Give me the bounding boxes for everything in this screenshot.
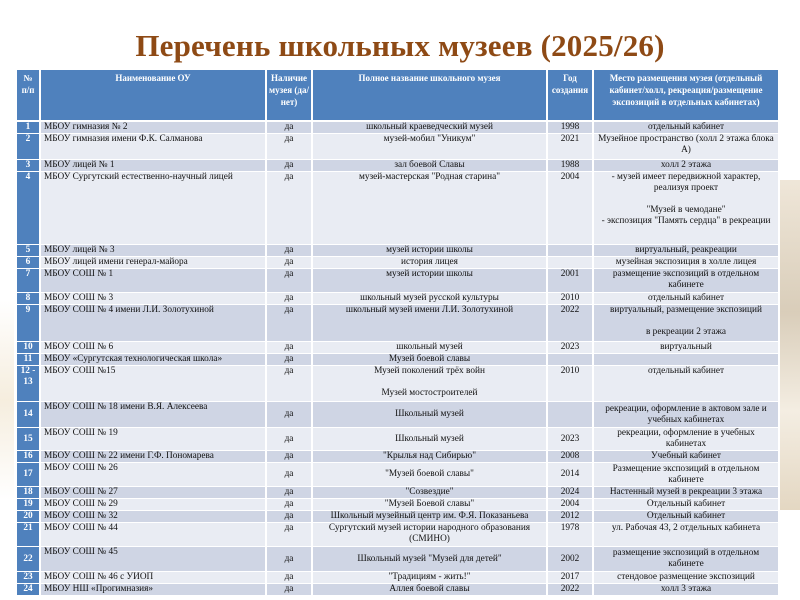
cell-school: МБОУ лицей имени генерал-майора — [41, 257, 267, 269]
cell-school: МБОУ лицей № 3 — [41, 245, 267, 257]
cell-has-museum: да — [267, 547, 313, 572]
table-row — [17, 342, 780, 354]
column-header-has-museum: Наличие музея (да/нет) — [267, 70, 313, 122]
cell-has-museum: да — [267, 160, 313, 172]
cell-place: стендовое размещение экспозиций — [594, 572, 780, 584]
cell-school: МБОУ СОШ № 29 — [41, 499, 267, 511]
cell-school: МБОУ гимназия имени Ф.К. Салманова — [41, 134, 267, 160]
cell-place — [594, 354, 780, 366]
museums-table — [17, 70, 780, 596]
cell-museum-name: школьный музей русской культуры — [313, 293, 548, 305]
cell-year: 2021 — [548, 134, 594, 160]
table-row — [17, 305, 780, 342]
cell-year: 2014 — [548, 463, 594, 487]
cell-has-museum: да — [267, 305, 313, 342]
cell-num: 24 — [17, 584, 41, 596]
cell-num: 1 — [17, 122, 41, 134]
cell-museum-name: "Музей боевой славы" — [313, 463, 548, 487]
cell-year: 2004 — [548, 499, 594, 511]
table-row — [17, 499, 780, 511]
cell-num: 4 — [17, 172, 41, 245]
cell-place: ул. Рабочая 43, 2 отдельных кабинета — [594, 523, 780, 547]
cell-has-museum: да — [267, 523, 313, 547]
cell-place: Отдельный кабинет — [594, 511, 780, 523]
cell-museum-name: Аллея боевой славы — [313, 584, 548, 596]
cell-school: МБОУ СОШ № 18 имени В.Я. Алексеева — [41, 402, 267, 428]
cell-year — [548, 354, 594, 366]
cell-year: 2022 — [548, 305, 594, 342]
cell-place: Отдельный кабинет — [594, 499, 780, 511]
cell-has-museum: да — [267, 499, 313, 511]
table-row — [17, 428, 780, 451]
cell-has-museum: да — [267, 134, 313, 160]
table-row — [17, 134, 780, 160]
cell-num: 15 — [17, 428, 41, 451]
cell-has-museum: да — [267, 293, 313, 305]
cell-place: холл 2 этажа — [594, 160, 780, 172]
cell-school: МБОУ СОШ № 45 — [41, 547, 267, 572]
cell-year: 1978 — [548, 523, 594, 547]
cell-museum-name: Сургутский музей истории народного образования (СМИНО) — [313, 523, 548, 547]
cell-has-museum: да — [267, 269, 313, 293]
cell-num: 19 — [17, 499, 41, 511]
cell-year: 2001 — [548, 269, 594, 293]
table-row — [17, 245, 780, 257]
cell-museum-name: Школьный музейный центр им. Ф.Я. Показаньева — [313, 511, 548, 523]
table-row — [17, 160, 780, 172]
cell-school: МБОУ СОШ № 1 — [41, 269, 267, 293]
table-row — [17, 257, 780, 269]
cell-has-museum: да — [267, 342, 313, 354]
cell-museum-name: "Традициям - жить!" — [313, 572, 548, 584]
cell-school: МБОУ СОШ № 32 — [41, 511, 267, 523]
cell-has-museum: да — [267, 402, 313, 428]
cell-num: 22 — [17, 547, 41, 572]
cell-has-museum: да — [267, 584, 313, 596]
cell-museum-name: "Созвездие" — [313, 487, 548, 499]
table-row — [17, 511, 780, 523]
cell-year: 2008 — [548, 451, 594, 463]
cell-year: 2004 — [548, 172, 594, 245]
cell-year: 2010 — [548, 293, 594, 305]
cell-has-museum: да — [267, 366, 313, 402]
cell-museum-name: "Крылья над Сибирью" — [313, 451, 548, 463]
cell-school: МБОУ СОШ № 4 имени Л.И. Золотухиной — [41, 305, 267, 342]
cell-school: МБОУ СОШ № 26 — [41, 463, 267, 487]
cell-has-museum: да — [267, 122, 313, 134]
cell-num: 10 — [17, 342, 41, 354]
cell-place: размещение экспозиций в отдельном кабинете — [594, 269, 780, 293]
column-header-school: Наименование ОУ — [41, 70, 267, 122]
table-row — [17, 293, 780, 305]
cell-year — [548, 245, 594, 257]
column-header-place: Место размещения музея (отдельный кабинет/холл, рекреация/размещение экспозиций в отдельных кабинетах) — [594, 70, 780, 122]
cell-has-museum: да — [267, 172, 313, 245]
cell-school: МБОУ НШ «Прогимназия» — [41, 584, 267, 596]
cell-museum-name: школьный краеведческий музей — [313, 122, 548, 134]
cell-year: 2024 — [548, 487, 594, 499]
cell-has-museum: да — [267, 428, 313, 451]
table-row — [17, 172, 780, 245]
cell-year: 2017 — [548, 572, 594, 584]
table-row — [17, 451, 780, 463]
cell-school: МБОУ СОШ №15 — [41, 366, 267, 402]
cell-museum-name: история лицея — [313, 257, 548, 269]
cell-has-museum: да — [267, 245, 313, 257]
cell-museum-name: музей-мобил "Уникум" — [313, 134, 548, 160]
cell-num: 5 — [17, 245, 41, 257]
decorative-border-image-left — [0, 300, 14, 500]
cell-num: 14 — [17, 402, 41, 428]
cell-has-museum: да — [267, 451, 313, 463]
cell-place: отдельный кабинет — [594, 293, 780, 305]
column-header-museum-name: Полное название школьного музея — [313, 70, 548, 122]
table-header-row — [17, 70, 780, 122]
cell-place: Размещение экспозиций в отдельном кабинете — [594, 463, 780, 487]
cell-school: МБОУ Сургутский естественно-научный лицей — [41, 172, 267, 245]
cell-school: МБОУ «Сургутская технологическая школа» — [41, 354, 267, 366]
cell-place: рекреации, оформление в актовом зале и учебных кабинетах — [594, 402, 780, 428]
cell-year: 1988 — [548, 160, 594, 172]
table-row — [17, 572, 780, 584]
table-row — [17, 584, 780, 596]
cell-museum-name: Школьный музей "Музей для детей" — [313, 547, 548, 572]
table-row — [17, 354, 780, 366]
cell-has-museum: да — [267, 572, 313, 584]
column-header-year: Год создания — [548, 70, 594, 122]
cell-year: 2002 — [548, 547, 594, 572]
cell-place: холл 3 этажа — [594, 584, 780, 596]
table-body — [17, 122, 780, 596]
cell-num: 21 — [17, 523, 41, 547]
cell-museum-name: музей-мастерская "Родная старина" — [313, 172, 548, 245]
table-row — [17, 269, 780, 293]
table-row — [17, 547, 780, 572]
cell-num: 3 — [17, 160, 41, 172]
cell-museum-name: Школьный музей — [313, 402, 548, 428]
cell-school: МБОУ СОШ № 44 — [41, 523, 267, 547]
cell-museum-name: школьный музей — [313, 342, 548, 354]
cell-year — [548, 257, 594, 269]
page-title: Перечень школьных музеев (2025/26) — [135, 28, 665, 63]
cell-school: МБОУ гимназия № 2 — [41, 122, 267, 134]
cell-year — [548, 402, 594, 428]
cell-place: виртуальный, размещение экспозиций в рекреации 2 этажа — [594, 305, 780, 342]
cell-year: 2023 — [548, 342, 594, 354]
cell-school: МБОУ СОШ № 19 — [41, 428, 267, 451]
cell-museum-name: музей истории школы — [313, 269, 548, 293]
cell-has-museum: да — [267, 463, 313, 487]
cell-school: МБОУ СОШ № 6 — [41, 342, 267, 354]
cell-num: 12 - 13 — [17, 366, 41, 402]
cell-place: отдельный кабинет — [594, 122, 780, 134]
cell-school: МБОУ СОШ № 27 — [41, 487, 267, 499]
cell-has-museum: да — [267, 257, 313, 269]
cell-museum-name: школьный музей имени Л.И. Золотухиной — [313, 305, 548, 342]
cell-has-museum: да — [267, 354, 313, 366]
cell-year: 2022 — [548, 584, 594, 596]
cell-num: 17 — [17, 463, 41, 487]
cell-museum-name: Школьный музей — [313, 428, 548, 451]
cell-num: 8 — [17, 293, 41, 305]
cell-school: МБОУ СОШ № 22 имени Г.Ф. Пономарева — [41, 451, 267, 463]
cell-num: 11 — [17, 354, 41, 366]
cell-place: Настенный музей в рекреации 3 этажа — [594, 487, 780, 499]
table-row — [17, 122, 780, 134]
cell-place: - музей имеет передвижной характер, реализуя проект "Музей в чемодане" - экспозиция "Память сердца" в рекреации — [594, 172, 780, 245]
cell-place: виртуальный, реакреации — [594, 245, 780, 257]
cell-place: Учебный кабинет — [594, 451, 780, 463]
cell-place: виртуальный — [594, 342, 780, 354]
column-header-number: № п/п — [17, 70, 41, 122]
cell-year: 2012 — [548, 511, 594, 523]
decorative-border-image — [778, 180, 800, 510]
cell-num: 2 — [17, 134, 41, 160]
cell-year: 2010 — [548, 366, 594, 402]
cell-school: МБОУ СОШ № 46 с УИОП — [41, 572, 267, 584]
cell-museum-name: Музей поколений трёх войн Музей мостостроителей — [313, 366, 548, 402]
cell-place: Музейное пространство (холл 2 этажа блока А) — [594, 134, 780, 160]
cell-school: МБОУ СОШ № 3 — [41, 293, 267, 305]
table-row — [17, 463, 780, 487]
cell-museum-name: музей истории школы — [313, 245, 548, 257]
cell-place: музейная экспозиция в холле лицея — [594, 257, 780, 269]
cell-has-museum: да — [267, 487, 313, 499]
cell-museum-name: Музей боевой славы — [313, 354, 548, 366]
cell-num: 7 — [17, 269, 41, 293]
cell-place: размещение экспозиций в отдельном кабинете — [594, 547, 780, 572]
table-row — [17, 523, 780, 547]
cell-museum-name: "Музей Боевой славы" — [313, 499, 548, 511]
cell-num: 18 — [17, 487, 41, 499]
cell-num: 9 — [17, 305, 41, 342]
table-row — [17, 366, 780, 402]
cell-year: 1998 — [548, 122, 594, 134]
cell-num: 16 — [17, 451, 41, 463]
cell-place: отдельный кабинет — [594, 366, 780, 402]
cell-museum-name: зал боевой Славы — [313, 160, 548, 172]
cell-has-museum: да — [267, 511, 313, 523]
table-row — [17, 487, 780, 499]
cell-num: 23 — [17, 572, 41, 584]
cell-school: МБОУ лицей № 1 — [41, 160, 267, 172]
table-row — [17, 402, 780, 428]
cell-year: 2023 — [548, 428, 594, 451]
cell-place: рекреации, оформление в учебных кабинетах — [594, 428, 780, 451]
cell-num: 6 — [17, 257, 41, 269]
cell-num: 20 — [17, 511, 41, 523]
